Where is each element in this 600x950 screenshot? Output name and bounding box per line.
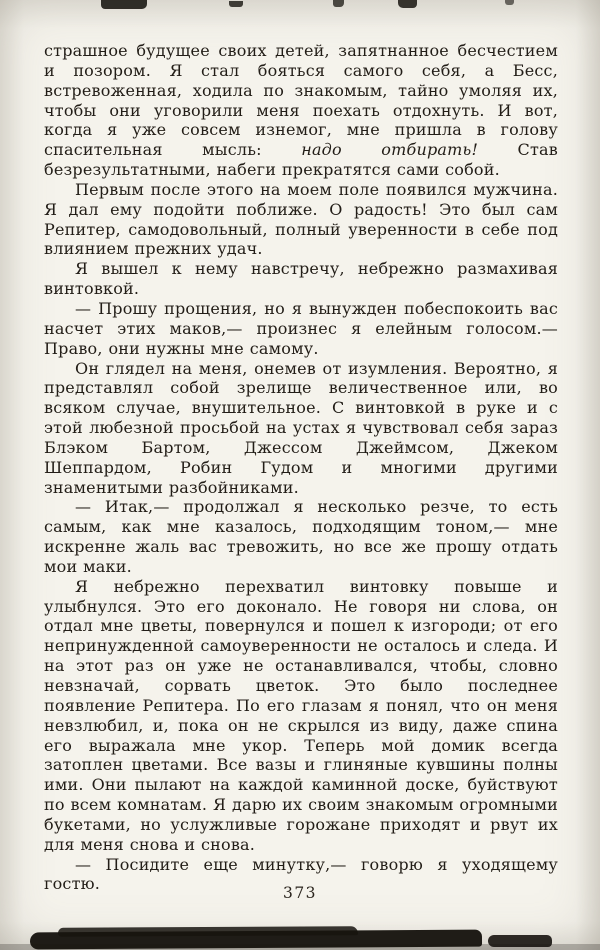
paragraph: [44, 497, 558, 576]
text-run: Я небрежно перехватил винтовку повыше и улыбнулся. Это его доконало. Не говоря ни слова, он отдал мне цветы, повернулся и пошел к изгороди; от его непринужденной самоуверенности не осталось и следа. И на этот раз он уже не останавливался, чтобы, словно невзначай, сорвать цветок. Это было последнее появление Репитера. По его глазам я понял, что он меня невзлюбил, и, пока он не скрылся из виду, даже спина его выражала мне укор. Теперь мой домик всегда затоплен цветами. Все вазы и глиняные кувшины полны ими. Они пылают на каждой каминной доске, буйствуют по всем комнатам. Я дарю их своим знакомым огромными букетами, но услужливые горожане приходят и рвут их для меня снова и снова.: [44, 576, 558, 854]
body-text: [44, 41, 558, 894]
page-number: 373: [282, 884, 318, 902]
paragraph: [44, 359, 558, 498]
text-run: — Прошу прощения, но я вынужден побеспокоить вас насчет этих маков,— произнес я елейным голосом.— Право, они нужны мне самому.: [44, 298, 558, 358]
text-run: — Итак,— продолжал я несколько резче, то есть самым, как мне казалось, подходящим тоном,— мне искренне жаль вас тревожить, но все же прошу отдать мои маки.: [44, 497, 558, 576]
text-run: Он глядел на меня, онемев от изумления. Вероятно, я представлял собой зрелище величественное или, во всяком случае, внушительное. С винтовкой в руке и с этой любезной просьбой на устах я чувствовал себя зараз Блэком Бартом, Джессом Джеймсом, Джеком Шеппардом, Робин Гудом и многими другими знаменитыми разбойниками.: [44, 358, 558, 497]
scan-smudge-top-3: [333, 0, 344, 7]
paragraph: [44, 577, 558, 855]
scan-edge-bottom: [0, 944, 600, 950]
scan-smudge-top-2: [229, 1, 243, 7]
paragraph: [44, 41, 558, 180]
emphasized-text: надо отбирать!: [301, 140, 479, 160]
text-run: Став безрезультатными, набеги прекратятся сами собой.: [44, 140, 558, 180]
text-run: Первым после этого на моем поле появился мужчина. Я дал ему подойти поближе. О радость! Это был сам Репитер, самодовольный, полный уверенности в себе под влиянием прежних удач.: [44, 179, 558, 259]
text-run: — Посидите еще минутку,— говорю я уходящему гостю.: [44, 854, 558, 894]
text-run: Я вышел к нему навстречу, небрежно размахивая винтовкой.: [44, 259, 558, 299]
paragraph: [44, 259, 558, 299]
text-run: страшное будущее своих детей, запятнанное бесчестием и позором. Я стал бояться самого себя, а Бесс, встревоженная, ходила по знакомым, тайно умоляя их, чтобы они уговорили меня поехать отдохнуть. И вот, когда я уже совсем изнемог, мне пришла в голову спасительная мысль:: [44, 41, 558, 160]
paragraph: [44, 180, 558, 259]
scan-smudge-top-1: [101, 0, 147, 9]
paragraph: [44, 299, 558, 359]
scan-smudge-top-5: [505, 0, 514, 5]
scan-smudge-top-4: [398, 0, 417, 8]
